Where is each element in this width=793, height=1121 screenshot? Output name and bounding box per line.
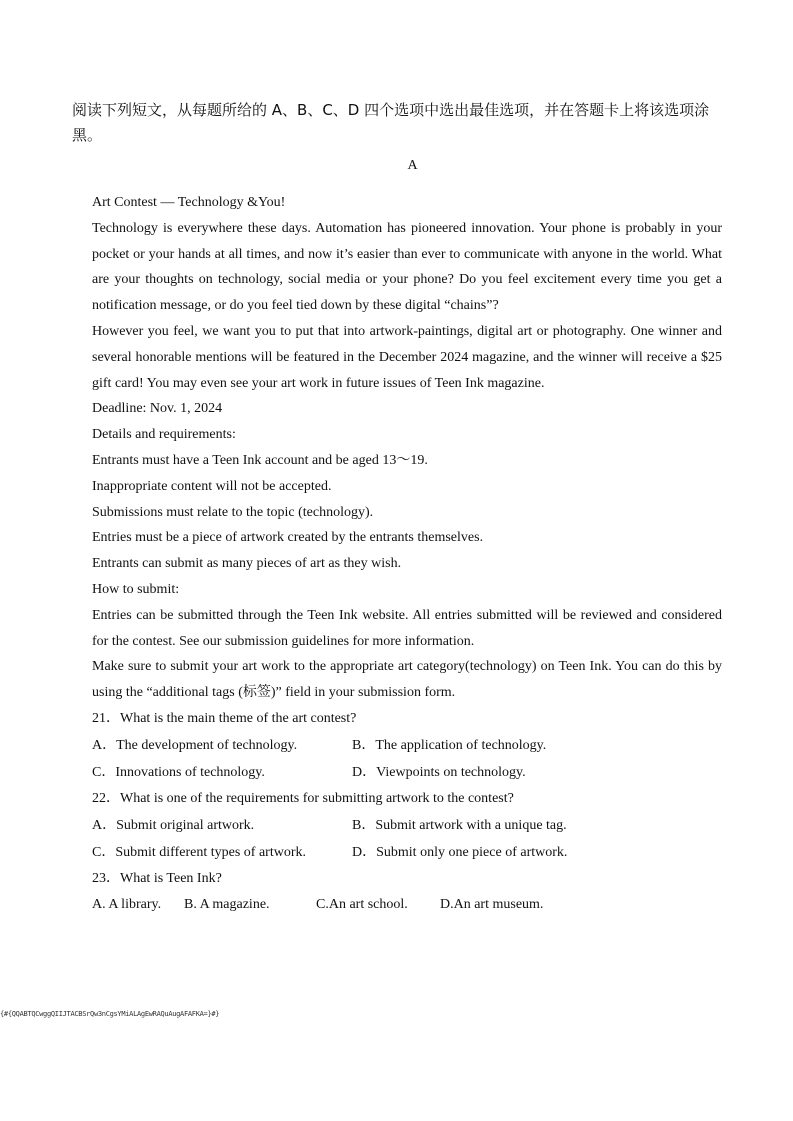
question-21-option-c[interactable]: C．Innovations of technology. bbox=[92, 764, 265, 780]
question-23-option-d[interactable]: D.An art museum. bbox=[440, 897, 544, 913]
passage-body bbox=[92, 190, 722, 918]
question-21-option-a[interactable]: A．The development of technology. bbox=[92, 737, 298, 753]
details-heading: Details and requirements: bbox=[92, 427, 236, 443]
question-21-options-row-1 bbox=[92, 732, 722, 759]
question-22-options-row-1 bbox=[92, 812, 722, 839]
passage-paragraph-1: Technology is everywhere these days. Automation has pioneered innovation. Your phone is probably in your pocket or your hands at all times, and now it’s easier than ever to communicate with anyone in the world. What are your thoughts on technology, social media or your phone? Do you feel excitement every time you get a notification message, or do you feel tied down by these digital “chains”? bbox=[92, 220, 722, 314]
requirement-1: Entrants must have a Teen Ink account and be aged 13～19. bbox=[92, 452, 428, 468]
deadline: Deadline: Nov. 1, 2024 bbox=[92, 401, 223, 417]
question-22-option-d[interactable]: D．Submit only one piece of artwork. bbox=[352, 844, 568, 860]
question-22-option-c[interactable]: C．Submit different types of artwork. bbox=[92, 844, 306, 860]
question-22-option-b[interactable]: B．Submit artwork with a unique tag. bbox=[352, 817, 567, 833]
question-23-stem: 23．What is Teen Ink? bbox=[92, 870, 222, 886]
question-21-options-row-2 bbox=[92, 759, 722, 786]
question-23-options-row bbox=[92, 891, 722, 918]
requirement-4: Entries must be a piece of artwork created by the entrants themselves. bbox=[92, 530, 484, 546]
question-22-stem: 22．What is one of the requirements for submitting artwork to the contest? bbox=[92, 790, 514, 806]
requirement-5: Entrants can submit as many pieces of art as they wish. bbox=[92, 556, 402, 572]
section-letter: A bbox=[407, 158, 418, 173]
question-22-option-a[interactable]: A．Submit original artwork. bbox=[92, 817, 255, 833]
requirement-2: Inappropriate content will not be accepted. bbox=[92, 478, 332, 494]
question-21-stem: 21．What is the main theme of the art contest? bbox=[92, 710, 357, 726]
footer-code: {#{QQABTQCwggQIIJTACBSrQw3nCgsYMiALAgEwRAQuAugAFAFKA=}#} bbox=[0, 1010, 220, 1018]
question-21-option-b[interactable]: B．The application of technology. bbox=[352, 737, 547, 753]
passage-paragraph-2: However you feel, we want you to put that into artwork-paintings, digital art or photography. One winner and several honorable mentions will be featured in the December 2024 magazine, and the winner will receive a $25 gift card! You may even see your art work in future issues of Teen Ink magazine. bbox=[92, 323, 722, 391]
passage-title: Art Contest — Technology &You! bbox=[92, 195, 286, 210]
question-23-option-c[interactable]: C.An art school. bbox=[316, 897, 408, 913]
question-23-option-a[interactable]: A. A library. bbox=[92, 897, 162, 913]
reading-instruction: 阅读下列短文，从每题所给的 A、B、C、D 四个选项中选出最佳选项，并在答题卡上将该选项涂黑。 bbox=[72, 101, 710, 144]
question-22-options-row-2 bbox=[92, 839, 722, 866]
question-21-option-d[interactable]: D．Viewpoints on technology. bbox=[352, 764, 526, 780]
how-to-submit-1: Entries can be submitted through the Teen Ink website. All entries submitted will be reviewed and considered for the contest. See our submission guidelines for more information. bbox=[92, 607, 722, 649]
question-23-option-b[interactable]: B. A magazine. bbox=[184, 897, 270, 913]
requirement-3: Submissions must relate to the topic (technology). bbox=[92, 504, 374, 520]
how-to-submit-2: Make sure to submit your art work to the appropriate art category(technology) on Teen Ink. You can do this by using the “additional tags (标签)” field in your submission form. bbox=[92, 659, 722, 701]
how-to-submit-heading: How to submit: bbox=[92, 581, 180, 597]
